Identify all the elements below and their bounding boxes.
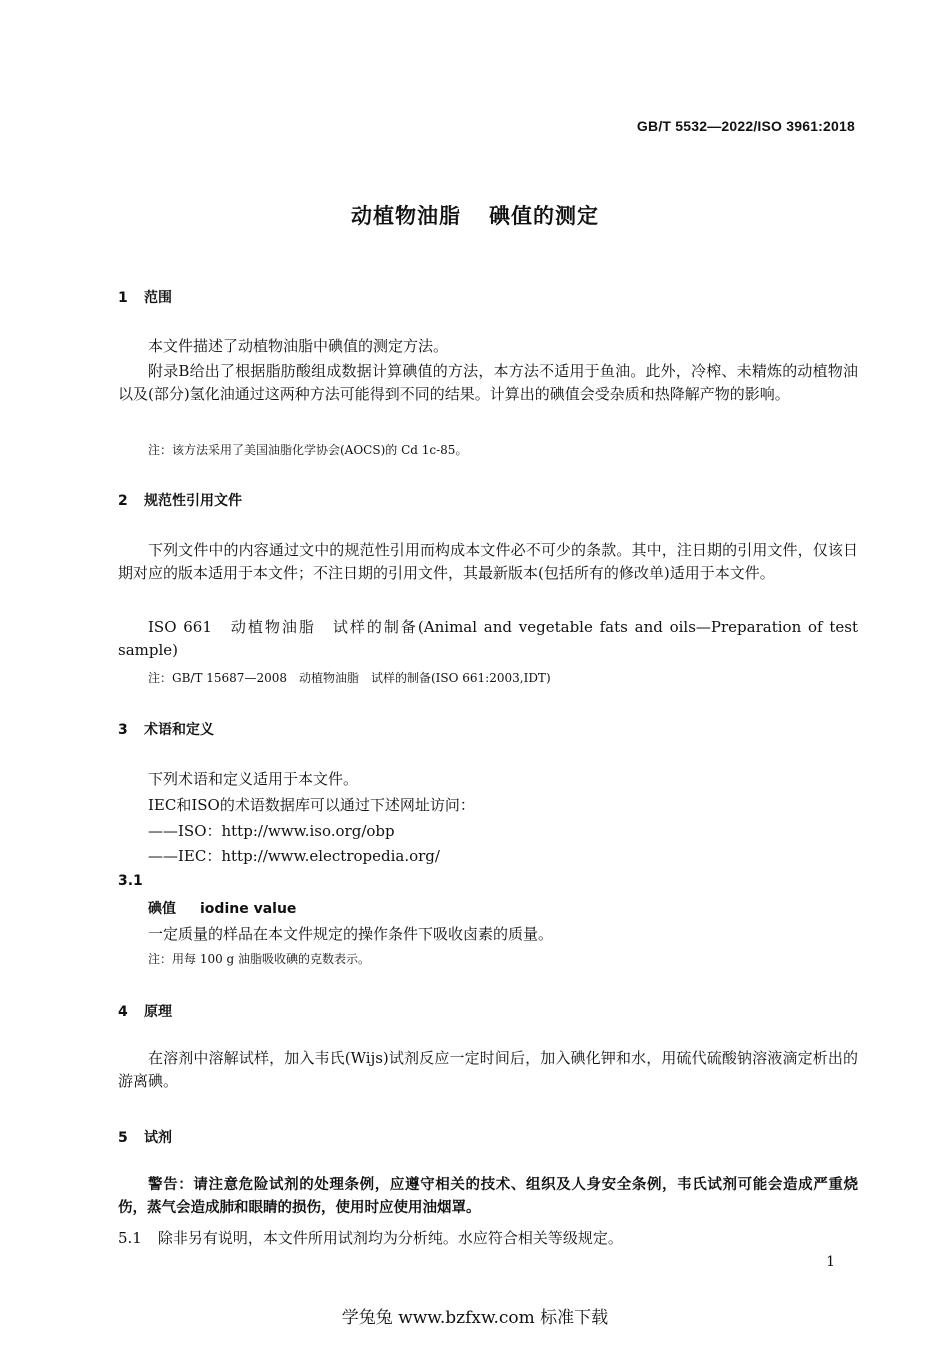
term-definition: 一定质量的样品在本文件规定的操作条件下吸收卤素的质量。 <box>148 925 554 943</box>
section-2-para-1: 下列文件中的内容通过文中的规范性引用而构成本文件必不可少的条款。其中，注日期的引用文件，仅该日期对应的版本适用于本文件；不注日期的引用文件，其最新版本(包括所有的修改单)适用于本文件。 <box>118 541 858 582</box>
title-part-2: 碘值的测定 <box>489 204 599 228</box>
section-3-1-number: 3.1 <box>118 873 143 889</box>
section-5-heading: 5 试剂 <box>118 1130 172 1146</box>
page-number: 1 <box>826 1254 835 1270</box>
safety-warning: 警告：请注意危险试剂的处理条例，应遵守相关的技术、组织及人身安全条例，韦氏试剂可能会造成严重烧伤，蒸气会造成肺和眼睛的损伤，使用时应使用油烟罩。 <box>118 1177 858 1216</box>
section-1-heading: 1 范围 <box>118 290 172 306</box>
section-3-line-2: IEC和ISO的术语数据库可以通过下述网址访问： <box>148 796 475 814</box>
section-4-heading: 4 原理 <box>118 1004 172 1020</box>
section-3-note: 注：用每 100 g 油脂吸收碘的克数表示。 <box>148 952 371 966</box>
section-1-para-1: 本文件描述了动植物油脂中碘值的测定方法。 <box>148 337 449 355</box>
term-heading <box>148 898 296 918</box>
section-4-para: 在溶剂中溶解试样，加入韦氏(Wijs)试剂反应一定时间后，加入碘化钾和水，用硫代硫酸钠溶液滴定析出的游离碘。 <box>118 1049 858 1090</box>
section-2-note: 注：GB/T 15687—2008 动植物油脂 试样的制备(ISO 661:2003,IDT) <box>148 671 551 685</box>
title-part-1: 动植物油脂 <box>351 204 461 228</box>
section-2-heading: 2 规范性引用文件 <box>118 493 242 509</box>
section-2-reference: ISO 661 动植物油脂 试样的制备(Animal and vegetable fats and oils—Preparation of test sample) <box>118 618 858 659</box>
section-3-iso-link: ——ISO：http://www.iso.org/obp <box>148 822 395 840</box>
section-1-para-2: 附录B给出了根据脂肪酸组成数据计算碘值的方法，本方法不适用于鱼油。此外，冷榨、未精炼的动植物油以及(部分)氢化油通过这两种方法可能得到不同的结果。计算出的碘值会受杂质和热降解产物的影响。 <box>118 362 858 403</box>
section-5-1-number: 5.1 <box>118 1229 142 1247</box>
term-english: iodine value <box>200 901 297 917</box>
term-chinese: 碘值 <box>148 901 176 917</box>
standard-code: GB/T 5532—2022/ISO 3961:2018 <box>636 118 855 134</box>
section-3-heading: 3 术语和定义 <box>118 722 214 738</box>
section-5-1-text: 除非另有说明，本文件所用试剂均为分析纯。水应符合相关等级规定。 <box>157 1229 623 1247</box>
section-1-note: 注：该方法采用了美国油脂化学协会(AOCS)的 Cd 1c-85。 <box>148 443 468 457</box>
section-3-line-1: 下列术语和定义适用于本文件。 <box>148 770 359 788</box>
page-title <box>0 200 950 230</box>
section-5-1 <box>118 1227 623 1248</box>
watermark-footer: 学兔兔 www.bzfxw.com 标准下载 <box>341 1308 609 1328</box>
section-3-iec-link: ——IEC：http://www.electropedia.org/ <box>148 847 440 865</box>
